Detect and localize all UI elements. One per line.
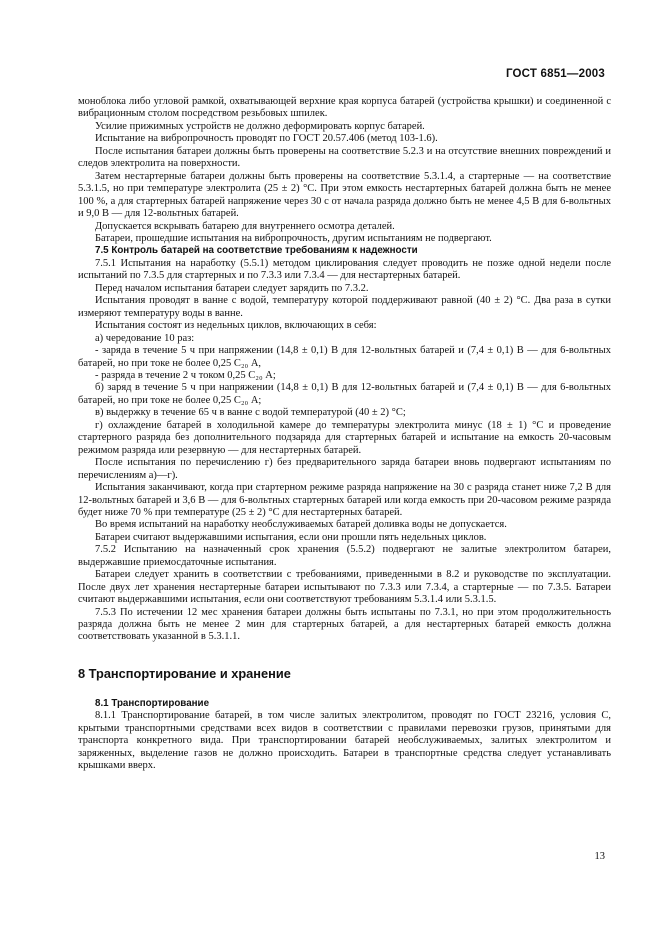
paragraph: Испытания заканчивают, когда при стартерном режиме разряда напряжение на 30 с разряда станет ниже 7,2 В для 12-вольтных батарей и 3,6 В — для 6-вольтных стартерных батарей или когда емкость при 20-часовом режиме разряда будет ниже 70 % при температуре (25 ± 2) °С для нестартерных батарей. <box>78 482 611 518</box>
subsection-heading: 8.1 Транспортирование <box>95 697 210 709</box>
list-item: г) охлаждение батарей в холодильной камере до температуры электролита минус (18 ± 1) °С и проведение стартерного разряда без дополнительного подзаряда для стартерных батарей и испытание на емкость 20-часовым режимом разряда или резервную — для нестартерных батарей. <box>78 419 611 456</box>
paragraph: Затем нестартерные батареи должны быть проверены на соответствие 5.3.1.4, а стартерные — на соответствие 5.3.1.5, но при температуре электролита (25 ± 2) °С. При этом емкость нестартерных батарей должна быть не менее 100 %, а для стартерных батарей напряжение через 30 с от начала разряда должно быть не менее 4,5 В для 6-вольтных и 9,0 В — для 12-вольтных батарей. <box>78 170 611 220</box>
paragraph: После испытания батареи должны быть проверены на соответствие 5.2.3 и на отсутствие внешних повреждений и следов электролита на поверхности. <box>78 145 611 170</box>
paragraph: Допускается вскрывать батарею для внутреннего осмотра деталей. <box>95 220 395 232</box>
paragraph: моноблока либо угловой рамкой, охватывающей верхние края корпуса батарей (устройства крышки) и соединенной с вибрационным столом посредством резьбовых шпилек. <box>78 96 611 120</box>
paragraph: Батареи считают выдержавшими испытания, если они прошли пять недельных циклов. <box>95 531 487 543</box>
paragraph: Во время испытаний на наработку необслуживаемых батарей доливка воды не допускается. <box>95 519 507 531</box>
paragraph: 7.5.2 Испытанию на назначенный срок хранения (5.5.2) подвергают не залитые электролитом батареи, выдержавшие приемосдаточные испытания. <box>78 544 611 568</box>
paragraph: Испытания проводят в ванне с водой, температуру которой поддерживают равной (40 ± 2) °С. Два раза в сутки измеряют температуру воды в ванне. <box>78 295 611 319</box>
list-item: в) выдержку в течение 65 ч в ванне с водой температурой (40 ± 2) °С; <box>95 407 406 419</box>
paragraph: Испытания состоят из недельных циклов, включающих в себя: <box>95 320 377 332</box>
document-code-header: ГОСТ 6851—2003 <box>505 68 605 80</box>
paragraph: Усилие прижимных устройств не должно деформировать корпус батарей. <box>95 120 425 132</box>
paragraph: После испытания по перечислению г) без предварительного заряда батареи вновь подвергают испытаниям по перечислениям а)—г). <box>78 457 611 481</box>
paragraph: Перед началом испытания батареи следует зарядить по 7.3.2. <box>95 282 369 294</box>
subsection-heading: 7.5 Контроль батарей на соответствие требованиям к надежности <box>95 245 418 257</box>
paragraph: 7.5.1 Испытания на наработку (5.5.1) методом циклирования следует проводить не позже одной недели после испытаний по 7.3.5 для стартерных и по 7.3.3 или 7.3.4 — для нестартерных батарей. <box>78 257 611 282</box>
paragraph: 7.5.3 По истечении 12 мес хранения батареи должны быть испытаны по 7.3.1, но при этом продолжительность разряда должна быть не менее 2 мин для стартерных батарей, а для нестартерных батарей емкость должна соответствовать указанной в 5.3.1.1. <box>78 606 611 643</box>
paragraph: Испытание на вибропрочность проводят по ГОСТ 20.57.406 (метод 103-1.6). <box>95 133 438 145</box>
page-number: 13 <box>594 851 605 862</box>
paragraph: 8.1.1 Транспортирование батарей, в том числе залитых электролитом, проводят по ГОСТ 23216, условия С, крытыми транспортными средствами всех видов в соответствии с правилами перевозки грузов, принятыми для транспорта конкретного вида. При транспортировании батарей необслуживаемых, залитых электролитом и заряженных, выделение газов не должно происходить. Батареи в транспортные средства следует устанавливать крышками вверх. <box>78 710 611 772</box>
list-item: - заряда в течение 5 ч при напряжении (14,8 ± 0,1) В для 12-вольтных батарей и (7,4 ± 0,1) В — для 6-вольтных батарей, но при токе не более 0,25 C₂₀ А, <box>78 345 611 369</box>
list-item: б) заряд в течение 5 ч при напряжении (14,8 ± 0,1) В для 12-вольтных батарей и (7,4 ± 0,1) В — для 6-вольтных батарей, но при токе не более 0,25 C₂₀ А; <box>78 382 611 406</box>
list-item: а) чередование 10 раз: <box>95 332 195 344</box>
section-heading: 8 Транспортирование и хранение <box>78 665 291 681</box>
body-text-bottom <box>78 698 611 773</box>
paragraph: Батареи, прошедшие испытания на вибропрочность, другим испытаниям не подвергают. <box>95 232 492 244</box>
paragraph: Батареи следует хранить в соответствии с требованиями, приведенными в 8.2 и руководстве по эксплуатации. После двух лет хранения нестартерные батареи испытывают по 7.3.3 или 7.3.4, а стартерные — по 7.3.5. Батареи считают выдержавшими испытания, если они соответствуют требованиям 5.3.1.4 или 5.3.1.5. <box>78 569 611 606</box>
list-item: - разряда в течение 2 ч током 0,25 C₂₀ А; <box>95 369 276 381</box>
body-text-top <box>78 96 611 644</box>
